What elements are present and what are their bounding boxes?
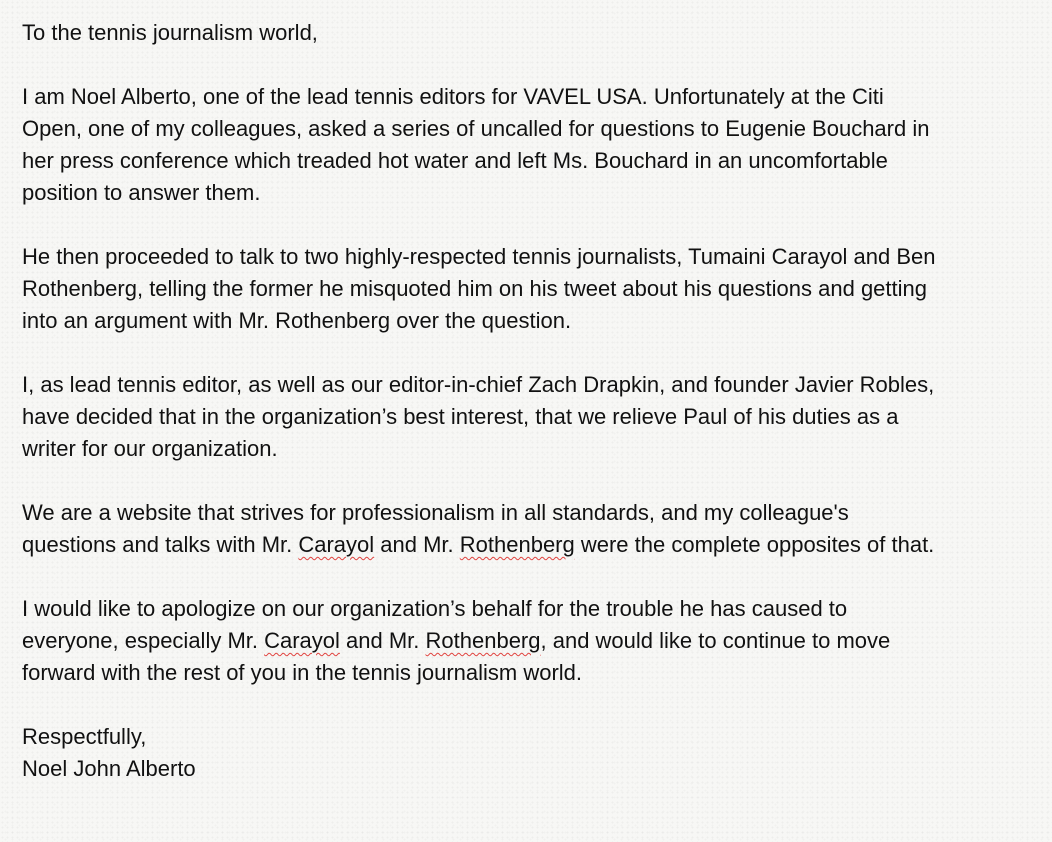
- paragraph-incident: [22, 241, 1042, 337]
- paragraph-line: her press conference which treaded hot water and left Ms. Bouchard in an uncomfortable: [22, 148, 888, 173]
- closing: Respectfully,: [22, 724, 147, 749]
- spellcheck-flagged-word: Rothenberg: [425, 628, 541, 653]
- spellcheck-flagged-word: Rothenberg: [459, 532, 575, 557]
- paragraph-line: I would like to apologize on our organization’s behalf for the trouble he has caused to: [22, 596, 848, 621]
- greeting-line: To the tennis journalism world,: [22, 20, 318, 45]
- paragraph-line: I am Noel Alberto, one of the lead tennis editors for VAVEL USA. Unfortunately at the Citi: [22, 84, 884, 109]
- spellcheck-flagged-word: Carayol: [298, 532, 375, 557]
- paragraph-line: [22, 529, 1042, 561]
- paragraph-line: We are a website that strives for professionalism in all standards, and my colleague's: [22, 500, 849, 525]
- paragraph-line: forward with the rest of you in the tennis journalism world.: [22, 660, 583, 685]
- sign-off: [22, 721, 1042, 785]
- paragraph-line: have decided that in the organization’s best interest, that we relieve Paul of his duties as a: [22, 404, 899, 429]
- greeting: [22, 17, 1042, 49]
- text-segment: questions and talks with Mr.: [22, 532, 299, 557]
- paragraph-line: [22, 625, 1042, 657]
- paragraph-introduction: [22, 81, 1042, 209]
- paragraph-line: I, as lead tennis editor, as well as our editor-in-chief Zach Drapkin, and founder Javier Robles,: [22, 372, 935, 397]
- paragraph-line: writer for our organization.: [22, 436, 278, 461]
- text-segment: and Mr.: [374, 532, 460, 557]
- paragraph-line: position to answer them.: [22, 180, 261, 205]
- paragraph-line: He then proceeded to talk to two highly-respected tennis journalists, Tumaini Carayol and Ben: [22, 244, 936, 269]
- text-segment: everyone, especially Mr.: [22, 628, 265, 653]
- text-segment: were the complete opposites of that.: [574, 532, 935, 557]
- signature: Noel John Alberto: [22, 756, 196, 781]
- paragraph-line: into an argument with Mr. Rothenberg over the question.: [22, 308, 572, 333]
- paragraph-professionalism: [22, 497, 1042, 561]
- text-segment: and Mr.: [339, 628, 426, 653]
- paragraph-line: Rothenberg, telling the former he misquoted him on his tweet about his questions and getting: [22, 276, 927, 301]
- paragraph-decision: [22, 369, 1042, 465]
- spellcheck-flagged-word: Carayol: [264, 628, 340, 653]
- paragraph-line: Open, one of my colleagues, asked a series of uncalled for questions to Eugenie Bouchard in: [22, 116, 930, 141]
- text-segment: , and would like to continue to move: [540, 628, 891, 653]
- letter-body: [22, 17, 1042, 785]
- paragraph-apology: [22, 593, 1042, 689]
